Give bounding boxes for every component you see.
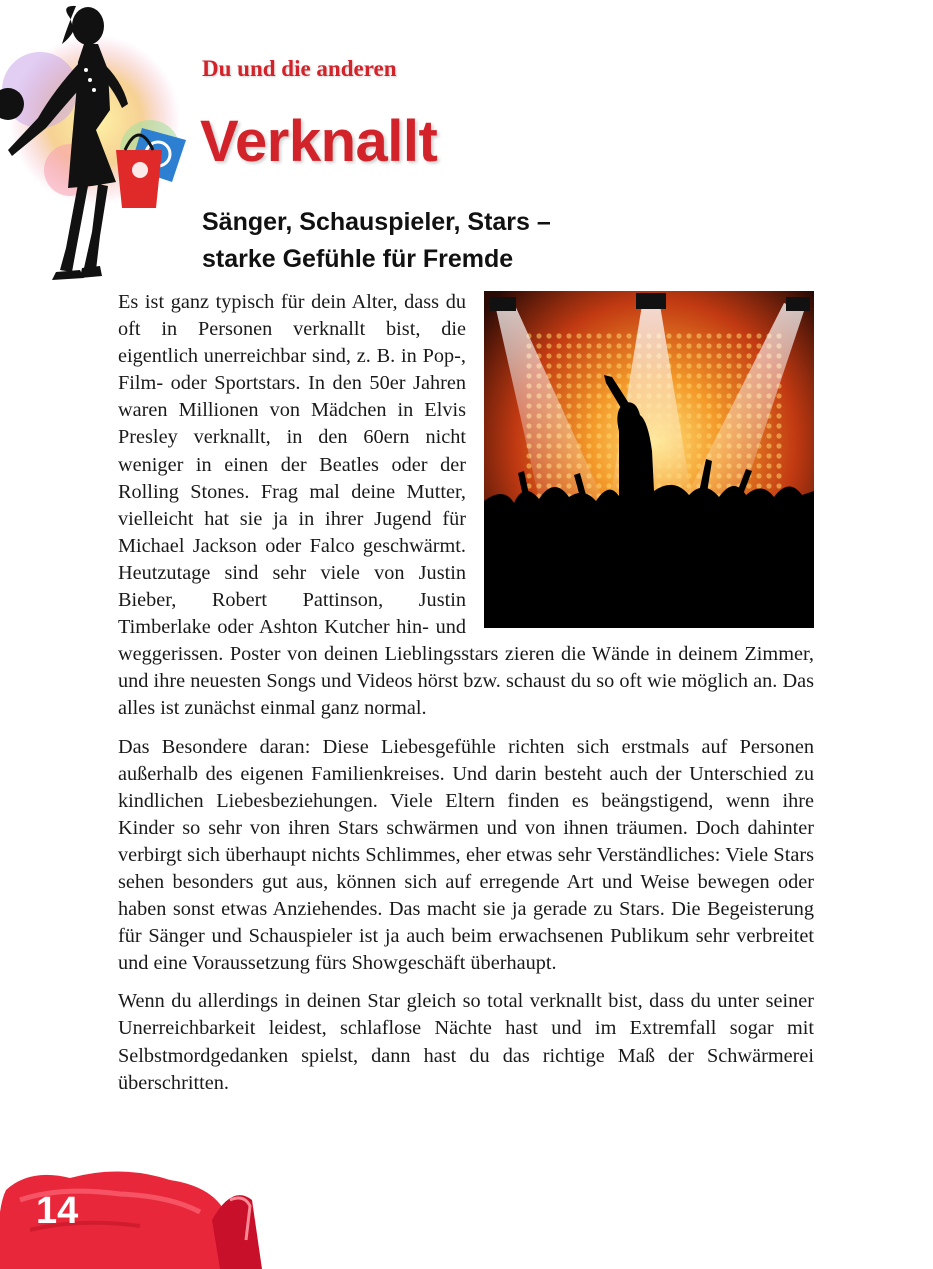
concert-photo (484, 291, 814, 628)
article-body (118, 289, 814, 1108)
page-subtitle (202, 204, 551, 278)
page-title: Verknallt (200, 109, 438, 174)
paragraph-1: Es ist ganz typisch für dein Alter, dass du oft in Personen verknallt bist, die eigentlich unerreichbar sind, z. B. in Pop-, Film- oder Sportstars. In den 50er Jahren waren Millionen von Mädchen in Elvis Presley verknallt, in den 60ern nicht weniger in einen der Beatles oder der Rolling Stones. Frag mal deine Mutter, vielleicht hat sie ja in ihrer Jugend für Michael Jackson oder Falco geschwärmt. Heutzutage sind sehr viele von Justin Bieber, Robert Pattinson, Justin Timberlake oder Ashton Kutcher hin- und weggerissen. Poster von deinen Lieblingsstars zieren die Wände in deinem Zimmer, und ihre neuesten Songs und Videos hörst bzw. schaust du so oft wie möglich an. Das alles ist zunächst einmal ganz normal. (118, 291, 814, 720)
woman-silhouette-icon (0, 0, 200, 285)
paragraph-2: Das Besondere daran: Diese Liebesgefühle richten sich erstmals auf Personen außerhalb des eigenen Familienkreises. Und darin besteht auch der Unterschied zu kindlichen Liebesbeziehungen. Viele Eltern finden es beängstigend, wenn ihre Kinder so sehr von ihren Stars schwärmen und von ihnen träumen. Doch dahinter verbirgt sich überhaupt nichts Schlimmes, eher etwas sehr Verständliches: Viele Stars sehen besonders gut aus, können sich auf erregende Art und Weise bewegen oder haben sonst etwas Anziehendes. Das macht sie ja gerade zu Stars. Die Begeisterung für Sänger und Schauspieler ist ja auch beim erwachsenen Publikum sehr verbreitet und eine Voraussetzung fürs Showgeschäft überhaupt. (118, 735, 814, 975)
paragraph-3: Wenn du allerdings in deinen Star gleich so total verknallt bist, dass du unter seiner Unerreichbarkeit leidest, schlaflose Nächte hast und im Extremfall sogar mit Selbstmordgedanken spielst, dann hast du das richtige Maß der Schwärmerei überschritten. (118, 990, 814, 1094)
page-number: 14 (36, 1190, 79, 1232)
section-label: Du und die anderen (202, 56, 397, 81)
subtitle-line-1: Sänger, Schauspieler, Stars – (202, 208, 551, 236)
subtitle-line-2: starke Gefühle für Fremde (202, 245, 514, 273)
